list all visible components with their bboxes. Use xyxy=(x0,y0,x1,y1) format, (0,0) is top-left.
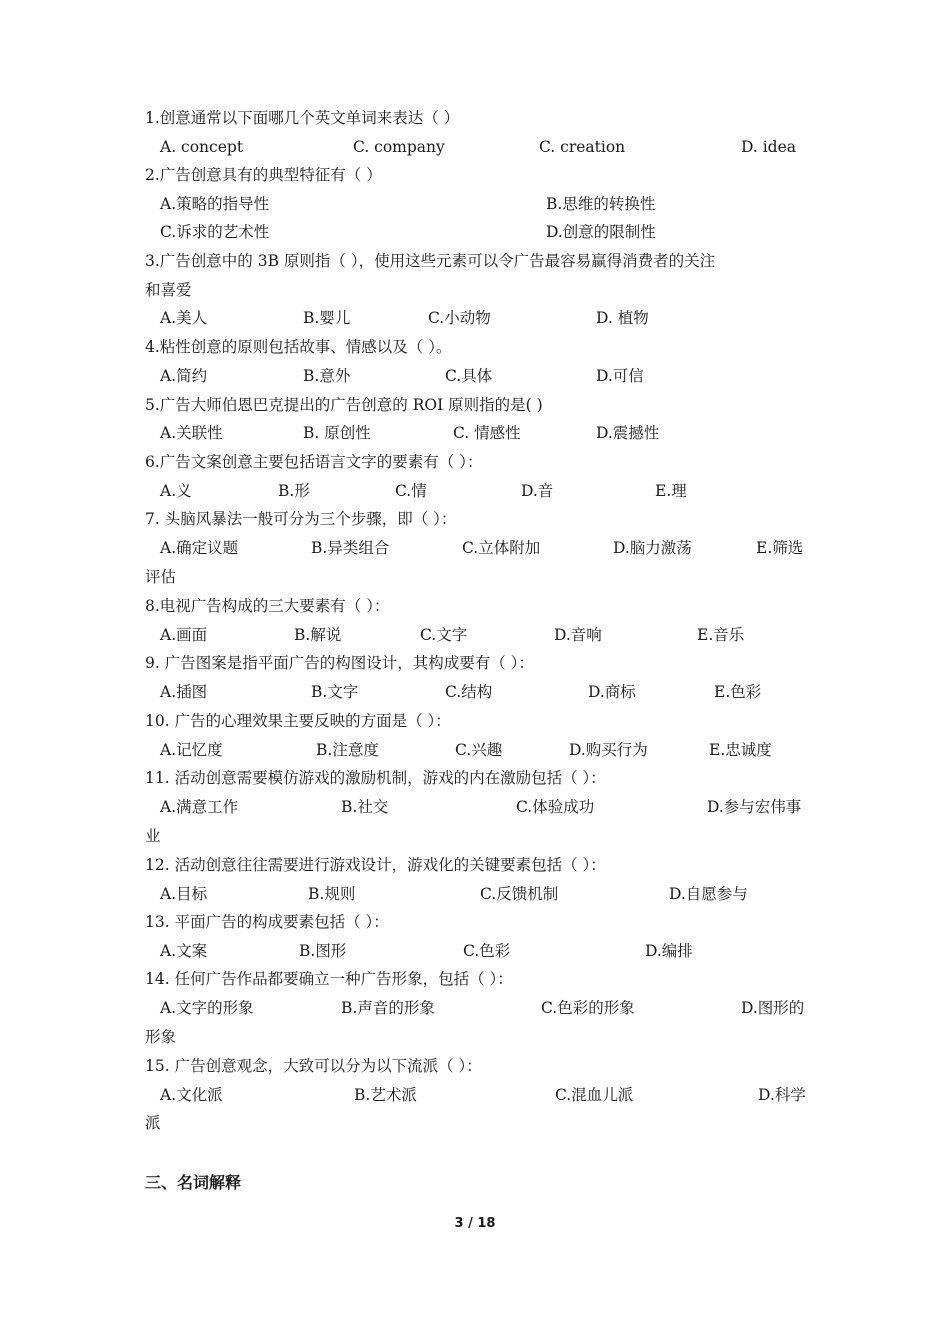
option-3c: C.小动物 xyxy=(428,309,491,327)
option-5d: D.震撼性 xyxy=(596,424,660,442)
option-5b: B. 原创性 xyxy=(303,424,371,442)
question-6: 6.广告文案创意主要包括语言文字的要素有（ ）： xyxy=(145,453,483,471)
question-11-continued: 业 xyxy=(145,827,161,845)
question-15: 15. 广告创意观念，大致可以分为以下流派（ ）： xyxy=(145,1057,482,1075)
question-7: 7. 头脑风暴法一般可分为三个步骤，即（ ）： xyxy=(145,510,457,528)
question-10: 10. 广告的心理效果主要反映的方面是（ ）： xyxy=(145,712,451,730)
option-13c: C.色彩 xyxy=(463,942,511,960)
option-3b: B.婴儿 xyxy=(303,309,351,327)
option-3d: D. 植物 xyxy=(596,309,649,327)
option-14d: D.图形的 xyxy=(741,999,805,1017)
option-15c: C.混血儿派 xyxy=(555,1086,634,1104)
option-15d: D.科学 xyxy=(758,1086,806,1104)
option-2c: C.诉求的艺术性 xyxy=(160,223,270,241)
option-5a: A.关联性 xyxy=(160,424,223,442)
question-12: 12. 活动创意往往需要进行游戏设计，游戏化的关键要素包括（ ）： xyxy=(145,856,606,874)
option-10e: E.忠诚度 xyxy=(709,741,772,759)
option-6a: A.义 xyxy=(160,482,192,500)
section-heading: 三、名词解释 xyxy=(145,1173,242,1192)
option-12b: B.规则 xyxy=(308,885,356,903)
option-1a: A. concept xyxy=(160,138,244,156)
option-8b: B.解说 xyxy=(294,626,342,644)
option-8d: D.音响 xyxy=(554,626,602,644)
option-12d: D.自愿参与 xyxy=(669,885,748,903)
option-9a: A.插图 xyxy=(160,683,208,701)
question-5: 5.广告大师伯恩巴克提出的广告创意的 ROI 原则指的是( ) xyxy=(145,396,543,414)
option-11b: B.社交 xyxy=(341,798,389,816)
question-1: 1.创意通常以下面哪几个英文单词来表达（ ） xyxy=(145,109,460,127)
option-15b: B.艺术派 xyxy=(354,1086,417,1104)
option-7a: A.确定议题 xyxy=(160,539,239,557)
option-4b: B.意外 xyxy=(303,367,351,385)
question-14: 14. 任何广告作品都要确立一种广告形象，包括（ ）： xyxy=(145,970,513,988)
question-9: 9. 广告图案是指平面广告的构图设计，其构成要有（ ）： xyxy=(145,654,534,672)
option-9b: B.文字 xyxy=(311,683,359,701)
option-2b: B.思维的转换性 xyxy=(546,195,656,213)
question-13: 13. 平面广告的构成要素包括（ ）： xyxy=(145,913,389,931)
option-15a: A.文化派 xyxy=(160,1086,223,1104)
option-4a: A.简约 xyxy=(160,367,208,385)
option-5c: C. 情感性 xyxy=(453,424,521,442)
option-14a: A.文字的形象 xyxy=(160,999,254,1017)
option-9e: E.色彩 xyxy=(714,683,762,701)
option-14c: C.色彩的形象 xyxy=(541,999,635,1017)
option-8c: C.文字 xyxy=(420,626,468,644)
page-number: 3 / 18 xyxy=(454,1216,496,1231)
option-13a: A.文案 xyxy=(160,942,208,960)
question-4: 4.粘性创意的原则包括故事、情感以及（ ）。 xyxy=(145,338,452,356)
option-8e: E.音乐 xyxy=(697,626,745,644)
option-11c: C.体验成功 xyxy=(516,798,595,816)
option-4d: D.可信 xyxy=(596,367,644,385)
option-1c: C. creation xyxy=(539,138,626,156)
question-7-continued: 评估 xyxy=(145,568,177,586)
option-10d: D.购买行为 xyxy=(569,741,648,759)
option-10b: B.注意度 xyxy=(316,741,379,759)
option-10a: A.记忆度 xyxy=(160,741,223,759)
option-2a: A.策略的指导性 xyxy=(160,195,270,213)
option-6c: C.情 xyxy=(395,482,427,500)
question-11: 11. 活动创意需要模仿游戏的激励机制，游戏的内在激励包括（ ）： xyxy=(145,769,606,787)
option-1d: D. idea xyxy=(741,138,797,156)
option-2d: D.创意的限制性 xyxy=(546,223,656,241)
option-11a: A.满意工作 xyxy=(160,798,239,816)
question-3-continued: 和喜爱 xyxy=(145,281,192,299)
option-12c: C.反馈机制 xyxy=(480,885,559,903)
option-7d: D.脑力激荡 xyxy=(613,539,692,557)
question-15-continued: 派 xyxy=(145,1114,161,1132)
option-10c: C.兴趣 xyxy=(455,741,503,759)
question-8: 8.电视广告构成的三大要素有（ ）： xyxy=(145,597,390,615)
option-14b: B.声音的形象 xyxy=(341,999,435,1017)
question-2: 2.广告创意具有的典型特征有（ ） xyxy=(145,166,382,184)
option-3a: A.美人 xyxy=(160,309,208,327)
option-13d: D.编排 xyxy=(645,942,693,960)
option-7c: C.立体附加 xyxy=(462,539,541,557)
option-13b: B.图形 xyxy=(299,942,347,960)
option-4c: C.具体 xyxy=(445,367,493,385)
option-1b: C. company xyxy=(353,138,445,156)
option-12a: A.目标 xyxy=(160,885,208,903)
question-14-continued: 形象 xyxy=(145,1028,177,1046)
option-6b: B.形 xyxy=(278,482,310,500)
option-8a: A.画面 xyxy=(160,626,208,644)
option-6e: E.理 xyxy=(655,482,687,500)
option-9d: D.商标 xyxy=(588,683,636,701)
option-6d: D.音 xyxy=(521,482,554,500)
question-3: 3.广告创意中的 3B 原则指（ ），使用这些元素可以令广告最容易赢得消费者的关注 xyxy=(145,252,716,270)
option-7e: E.筛选 xyxy=(756,539,804,557)
option-7b: B.异类组合 xyxy=(311,539,390,557)
option-9c: C.结构 xyxy=(445,683,493,701)
option-11d: D.参与宏伟事 xyxy=(707,798,802,816)
